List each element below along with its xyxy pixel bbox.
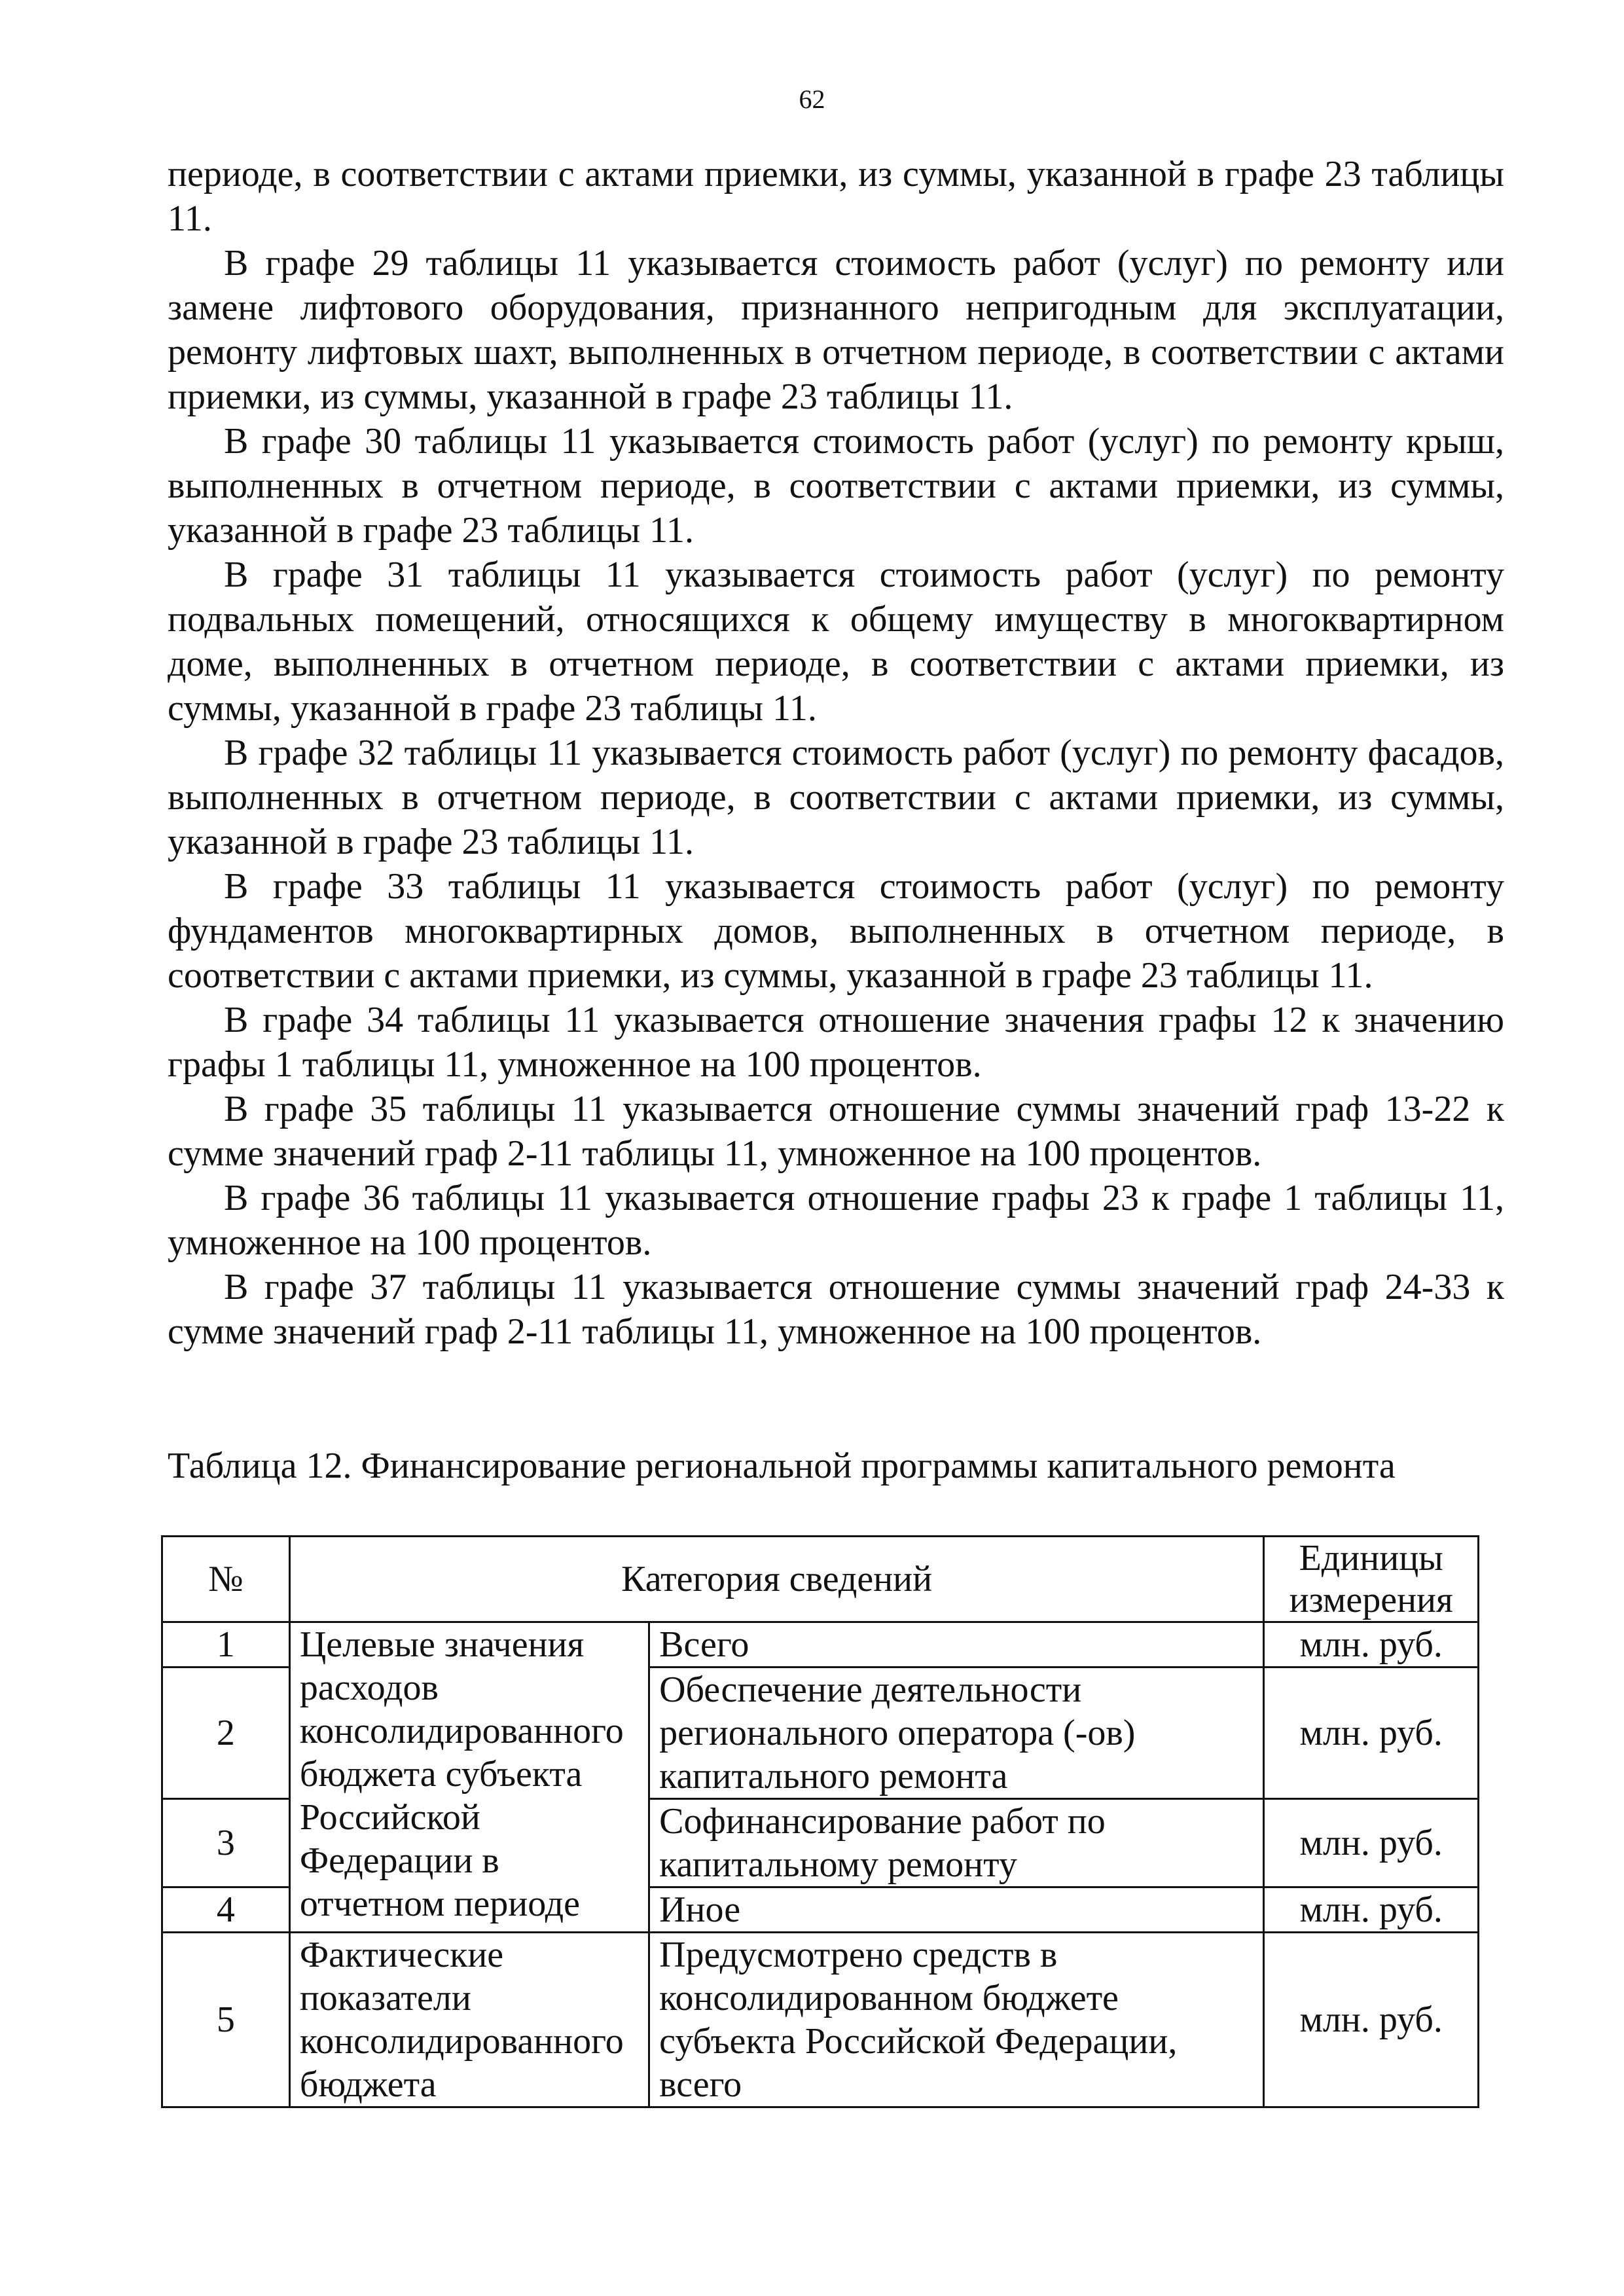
row-category: Обеспечение деятельности регионального оператора (-ов) капитального ремонта	[649, 1667, 1264, 1799]
paragraph: В графе 32 таблицы 11 указывается стоимость работ (услуг) по ремонту фасадов, выполненных в отчетном периоде, в соответствии с актами приемки, из суммы, указанной в графе 23 таблицы 11.	[168, 733, 1504, 862]
paragraph: В графе 35 таблицы 11 указывается отношение суммы значений граф 13-22 к сумме значений граф 2-11 таблицы 11, умноженное на 100 процентов.	[168, 1089, 1504, 1174]
paragraph: В графе 36 таблицы 11 указывается отношение графы 23 к графе 1 таблицы 11, умноженное на 100 процентов.	[168, 1178, 1504, 1263]
table-row	[162, 1933, 1479, 2107]
row-num: 1	[162, 1622, 290, 1667]
row-num: 2	[162, 1667, 290, 1799]
row-unit: млн. руб.	[1264, 1622, 1479, 1667]
row-unit: млн. руб.	[1264, 1799, 1479, 1887]
paragraph: В графе 30 таблицы 11 указывается стоимость работ (услуг) по ремонту крыш, выполненных в отчетном периоде, в соответствии с актами приемки, из суммы, указанной в графе 23 таблицы 11.	[168, 421, 1504, 551]
financing-table	[161, 1535, 1479, 2108]
paragraph: В графе 33 таблицы 11 указывается стоимость работ (услуг) по ремонту фундаментов многоквартирных домов, выполненных в отчетном периоде, в соответствии с актами приемки, из суммы, указанной в графе 23 таблицы 11.	[168, 866, 1504, 996]
row-unit: млн. руб.	[1264, 1933, 1479, 2107]
row-unit: млн. руб.	[1264, 1667, 1479, 1799]
row-num: 4	[162, 1887, 290, 1933]
row-category: Всего	[649, 1622, 1264, 1667]
table-row	[162, 1622, 1479, 1667]
row-group-actual: Фактические показатели консолидированного бюджета	[289, 1933, 649, 2107]
header-unit: Единицы измерения	[1264, 1537, 1479, 1622]
row-category: Софинансирование работ по капитальному ремонту	[649, 1799, 1264, 1887]
paragraph: В графе 31 таблицы 11 указывается стоимость работ (услуг) по ремонту подвальных помещений, относящихся к общему имуществу в многоквартирном доме, выполненных в отчетном периоде, в соответствии с актами приемки, из суммы, указанной в графе 23 таблицы 11.	[168, 555, 1504, 729]
row-category: Иное	[649, 1887, 1264, 1933]
header-num: №	[162, 1537, 290, 1622]
header-category: Категория сведений	[289, 1537, 1264, 1622]
row-group-planned: Целевые значения расходов консолидированного бюджета субъекта Российской Федерации в отчетном периоде	[289, 1622, 649, 1933]
table-caption: Таблица 12. Финансирование региональной программы капитального ремонта	[168, 1446, 1396, 1486]
row-num: 3	[162, 1799, 290, 1887]
page-number: 62	[799, 84, 825, 114]
paragraph: В графе 29 таблицы 11 указывается стоимость работ (услуг) по ремонту или замене лифтового оборудования, признанного непригодным для эксплуатации, ремонту лифтовых шахт, выполненных в отчетном периоде, в соответствии с актами приемки, из суммы, указанной в графе 23 таблицы 11.	[168, 243, 1504, 417]
paragraph: В графе 34 таблицы 11 указывается отношение значения графы 12 к значению графы 1 таблицы 11, умноженное на 100 процентов.	[168, 1000, 1504, 1085]
row-category: Предусмотрено средств в консолидированном бюджете субъекта Российской Федерации, всего	[649, 1933, 1264, 2107]
table-header-row	[162, 1537, 1479, 1622]
paragraph: В графе 37 таблицы 11 указывается отношение суммы значений граф 24-33 к сумме значений граф 2-11 таблицы 11, умноженное на 100 процентов.	[168, 1267, 1504, 1352]
paragraph: периоде, в соответствии с актами приемки, из суммы, указанной в графе 23 таблицы 11.	[168, 154, 1504, 239]
row-unit: млн. руб.	[1264, 1887, 1479, 1933]
body-text	[168, 152, 1504, 1354]
row-num: 5	[162, 1933, 290, 2107]
